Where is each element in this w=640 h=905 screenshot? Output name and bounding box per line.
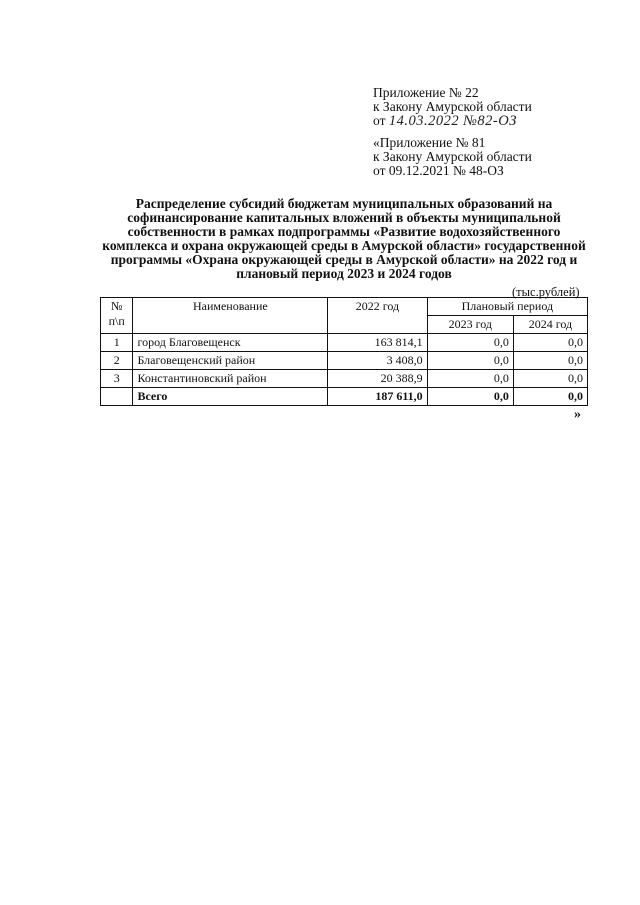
row-municipality: город Благовещенск bbox=[133, 334, 328, 352]
row-number: 1 bbox=[101, 334, 133, 352]
header-year-2022: 2022 год bbox=[328, 298, 427, 334]
subsidy-distribution-table bbox=[100, 297, 588, 406]
table-row bbox=[101, 352, 588, 370]
prev-appendix-number: «Приложение № 81 bbox=[373, 135, 486, 150]
appendix-number: Приложение № 22 bbox=[373, 85, 479, 100]
header-year-2024: 2024 год bbox=[513, 316, 587, 334]
header-plan-period: Плановый период bbox=[427, 298, 587, 316]
appendix-date-line bbox=[373, 114, 603, 128]
row-value-2023: 0,0 bbox=[427, 334, 513, 352]
row-value-2024: 0,0 bbox=[513, 352, 587, 370]
total-label: Всего bbox=[133, 388, 328, 406]
row-municipality: Константиновский район bbox=[133, 370, 328, 388]
row-value-2023: 0,0 bbox=[427, 370, 513, 388]
closing-quote: » bbox=[574, 407, 581, 422]
appendix-header-previous bbox=[373, 136, 603, 178]
header-number: № п\п bbox=[101, 298, 133, 334]
total-value-2022: 187 611,0 bbox=[328, 388, 427, 406]
appendix-header-current bbox=[373, 86, 603, 128]
row-value-2024: 0,0 bbox=[513, 334, 587, 352]
row-value-2023: 0,0 bbox=[427, 352, 513, 370]
prev-appendix-date: от 09.12.2021 № 48-ОЗ bbox=[373, 163, 504, 178]
units-note: (тыс.рублей) bbox=[512, 285, 580, 299]
row-number: 3 bbox=[101, 370, 133, 388]
table-total-row bbox=[101, 388, 588, 406]
total-number-cell bbox=[101, 388, 133, 406]
header-name: Наименование bbox=[133, 298, 328, 334]
handwritten-date-number: 14.03.2022 №82-ОЗ bbox=[388, 113, 517, 129]
row-number: 2 bbox=[101, 352, 133, 370]
row-value-2022: 20 388,9 bbox=[328, 370, 427, 388]
document-title: Распределение субсидий бюджетам муниципальных образований на софинансирование капитальных вложений в объекты муниципальной собственности в рамках подпрограммы «Развитие водохозяйственного комплекса и охрана окружающей среды в Амурской области» государственной программы «Охрана окружающей среды в Амурской области» на 2022 год и плановый период 2023 и 2024 годов bbox=[102, 196, 586, 281]
total-value-2023: 0,0 bbox=[427, 388, 513, 406]
row-value-2024: 0,0 bbox=[513, 370, 587, 388]
appendix-date-prefix: от bbox=[373, 113, 389, 128]
row-value-2022: 163 814,1 bbox=[328, 334, 427, 352]
appendix-law-ref: к Закону Амурской области bbox=[373, 99, 532, 114]
row-municipality: Благовещенский район bbox=[133, 352, 328, 370]
header-year-2023: 2023 год bbox=[427, 316, 513, 334]
prev-appendix-law-ref: к Закону Амурской области bbox=[373, 149, 532, 164]
table-header-row bbox=[101, 298, 588, 316]
table-row bbox=[101, 334, 588, 352]
table-row bbox=[101, 370, 588, 388]
row-value-2022: 3 408,0 bbox=[328, 352, 427, 370]
total-value-2024: 0,0 bbox=[513, 388, 587, 406]
